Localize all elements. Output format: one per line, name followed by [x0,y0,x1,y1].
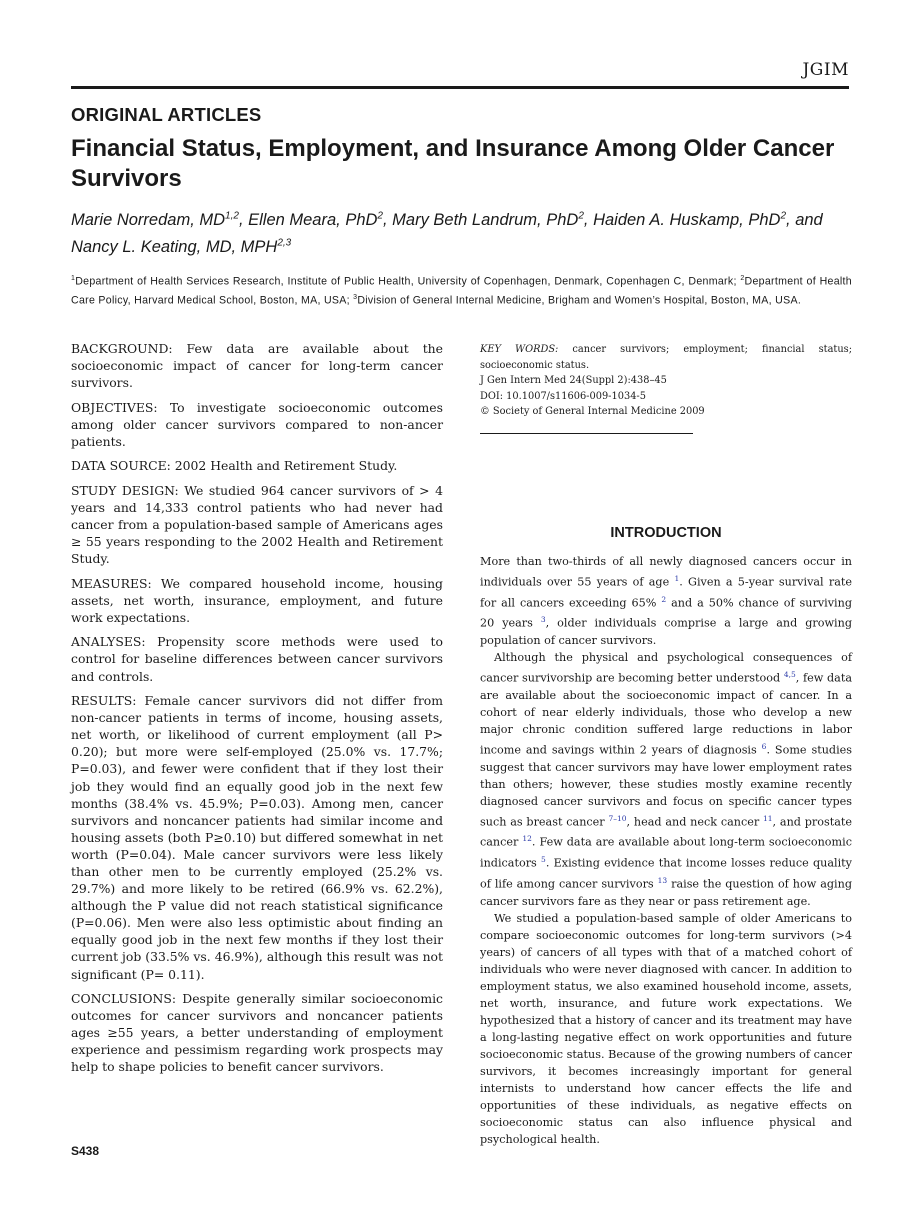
intro-text: We studied a population-based sample of older Americans to compare socioeconomic outcomes for long-term survivors (>4 years) of cancers of all types with that of a matched cohort of individuals who were never diagnosed with cancer. In addition to employment status, we also examined household income, assets, net worth, insurance, and future work expectations. We hypothesized that a history of cancer and its treatment may have a long-lasting negative effect on work opportunities and future socioeconomic status. Because of the growing numbers of cancer survivors, it becomes increasingly important for general internists to understand how cancer effects the life and opportunities of these individuals, as negative effects on socioeconomic status can also influence physical and psychological health. [480,911,852,1146]
intro-text: , head and neck cancer [626,815,763,829]
intro-text: More than two-thirds of all newly diagnosed cancers occur in individuals over 55 years of age [480,555,852,589]
abstract-text: Propensity score methods were used to control for baseline differences between cancer survivors and controls. [71,634,443,684]
author-affiliation-mark: 2 [780,210,787,221]
intro-text: , and prostate cancer [480,815,853,850]
abstract-label: MEASURES: [71,575,152,591]
abstract-label: BACKGROUND: [71,341,173,356]
author [392,211,584,229]
section-label: ORIGINAL ARTICLES [71,104,262,125]
affiliation-text: Department of Health Services Research, Institute of Public Health, University of Copenhagen, Denmark, Copenhagen C, Denmark; [75,275,741,288]
citation-ref: 4,5 [783,670,796,680]
keywords-label: KEY WORDS: [480,344,559,355]
keywords-text: cancer survivors; employment; financial status; socioeconomic status. [480,344,852,371]
abstract-label: OBJECTIVES: [71,399,158,415]
intro-text: . Existing evidence that income losses reduce quality of life among cancer survivors [480,856,852,891]
citation-ref: 7–10 [608,813,627,823]
header-rule [71,86,849,89]
author-name: and Nancy L. Keating, MD, MPH [71,210,823,256]
intro-text: and a 50% chance of surviving 20 years [480,596,853,631]
author-separator: , [238,210,249,229]
abstract-label: STUDY DESIGN: [71,482,179,498]
abstract-text: We compared household income, housing assets, net worth, insurance, employment, and future work expectations. [71,575,443,625]
intro-text: , few data are available about the socioeconomic impact of cancer. In a cohort of near elderly individuals, those who develop a new major chronic condition suffered large reductions in labor income and savings within 2 years of diagnosis [480,671,852,757]
abstract-label: DATA SOURCE: [71,458,171,474]
abstract-label: RESULTS: [71,693,137,709]
intro-text: , older individuals comprise a large and growing population of cancer survivors. [480,617,852,648]
author-name: Marie Norredam, MD [71,210,226,229]
abstract-section [71,482,443,567]
author-affiliation-mark: 1,2 [225,210,239,221]
citation-ref: 11 [763,813,773,823]
intro-paragraph [480,553,852,649]
keywords [480,342,852,373]
intro-text: . Given a 5-year survival rate for all cancers exceeding 65% [480,575,852,610]
intro-paragraph [480,910,852,1148]
abstract-section [71,575,443,626]
doi: DOI: 10.1007/s11606-009-1034-5 [480,390,646,402]
abstract-section [71,399,443,450]
author [593,211,786,229]
citation-ref: 6 [761,741,767,751]
intro-text: . Some studies suggest that cancer survivors may have lower employment rates than others; however, these studies mostly examine recently diagnosed cancer survivors and focus on specific cancer types such as breast cancer [480,743,853,829]
abstract-text: Few data are available about the socioeconomic impact of cancer for long-term cancer survivors. [71,341,443,391]
author-name: Mary Beth Landrum, PhD [392,210,579,229]
introduction-heading: INTRODUCTION [610,525,722,541]
affiliation-mark: 1 [71,275,76,282]
abstract-section [71,457,443,474]
intro-text: . Few data are available about long-term socioeconomic indicators [480,836,852,870]
author-name: Haiden A. Huskamp, PhD [593,210,781,229]
abstract-text: To investigate socioeconomic outcomes among older cancer survivors compared to non-ancer patients. [71,399,443,449]
author-separator: , [786,210,796,229]
affiliation-mark: 3 [353,294,358,302]
intro-text: raise the question of how aging cancer survivors fare as they near or pass retirement age. [480,877,853,908]
introduction-body [480,553,852,1148]
abstract-section [71,633,443,684]
article-meta [480,342,852,420]
citation-ref: 3 [540,615,546,625]
page-number: S438 [71,1144,100,1158]
citation: J Gen Intern Med 24(Suppl 2):438–45 [480,375,667,387]
author-affiliation-mark: 2,3 [277,237,292,249]
author-separator: , [382,210,393,229]
author [71,211,239,229]
affiliation-text: Department of Health Care Policy, Harvard Medical School, Boston, MA, USA; [71,275,852,307]
abstract-text: We studied 964 cancer survivors of > 4 years and 14,333 control patients who had never had cancer from a population-based sample of Americans ages ≥ 55 years responding to the 2002 Health and Retirement Study. [71,482,443,567]
citation-ref: 1 [674,574,680,583]
journal-name: JGIM [802,60,849,80]
abstract-section [71,340,443,391]
abstract-text: Female cancer survivors did not differ from non-cancer patients in terms of income, housing assets, net worth, or likelihood of current employment (all P> 0.20); but more were self-employed (25.0% vs. 17.7%; P=0.03), and fewer were confident that if they lost their job they would find an equally good job in the next few months (38.4% vs. 45.9%; P=0.03). Among men, cancer survivors and noncancer patients had similar income and housing assets (both P≥0.10) but differed somewhat in net worth (P=0.04). Male cancer survivors were less likely than other men to be currently employed (25.2% vs. 29.7%) and more likely to be retired (66.9% vs. 62.2%), although the P value did not reach statistical significance (P=0.06). Men were also less optimistic about finding an equally good job in the next few months if they lost their current job (33.5% vs. 46.9%), although this result was not significant (P= 0.11). [71,693,443,982]
author-list [71,204,861,259]
copyright: © Society of General Internal Medicine 2009 [480,406,705,418]
abstract-text: 2002 Health and Retirement Study. [170,458,398,474]
author-separator: , [583,210,594,229]
abstract-section [71,692,443,983]
citation-ref: 2 [661,594,667,604]
author [248,211,383,229]
article-title: Financial Status, Employment, and Insurance Among Older Cancer Survivors [71,135,835,192]
author-affiliation-mark: 2 [578,210,584,221]
citation-ref: 5 [541,855,546,865]
meta-rule [480,433,693,434]
abstract-text: Despite generally similar socioeconomic outcomes for cancer survivors and noncancer patients ages ≥55 years, a better understanding of employment experience and pessimism regarding work prospects may help to shape policies to benefit cancer survivors. [71,991,443,1075]
citation-ref: 12 [522,834,532,844]
affiliation-text: Division of General Internal Medicine, Brigham and Women’s Hospital, Boston, MA, USA. [357,294,802,307]
author-name: Ellen Meara, PhD [248,210,378,229]
citation-ref: 13 [657,875,668,885]
affiliations [71,271,852,309]
author-affiliation-mark: 2 [377,210,383,221]
abstract [71,340,443,1083]
intro-paragraph [480,649,852,909]
intro-text: Although the physical and psychological consequences of cancer survivorship are becoming better understood [480,651,852,685]
abstract-label: CONCLUSIONS: [71,991,176,1007]
abstract-section [71,990,443,1075]
affiliation-mark: 2 [740,275,745,282]
abstract-label: ANALYSES: [71,634,146,650]
